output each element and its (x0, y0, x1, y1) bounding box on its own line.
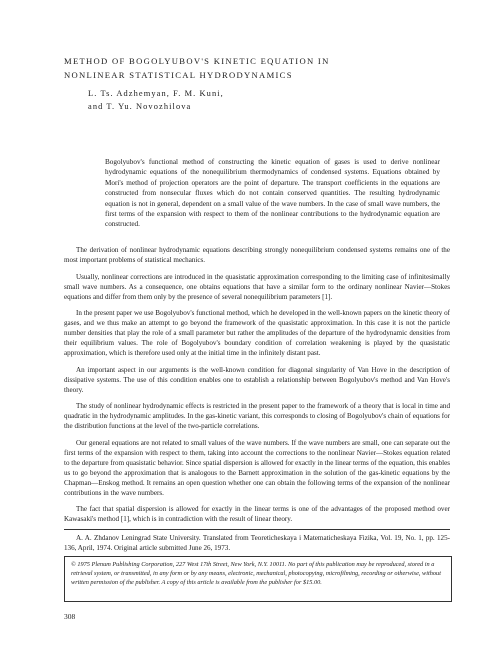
title-line-2: NONLINEAR STATISTICAL HYDRODYNAMICS (64, 70, 293, 80)
page-number: 308 (64, 612, 76, 621)
paper-title (64, 54, 444, 82)
paragraph: The study of nonlinear hydrodynamic effects is restricted in the present paper to the framework of a theory that is local in time and quadratic in the hydrodynamic amplitudes. In the gas-kinetic variant, this corresponds to closing of Bogolyubov's chain of equations for the distribution functions at the level of the two-particle correlations. (64, 402, 450, 430)
copyright-notice: © 1975 Plenum Publishing Corporation, 227 West 17th Street, New York, N.Y. 10011. No part of this publication may be reproduced, stored in a retrieval system, or transmitted, in any form or by any means, electronic, mechanical, photocopying, microfilming, recording or otherwise, without written permission of the publisher. A copy of this article is available from the publisher for $15.00. (64, 556, 452, 602)
authors-line-2: and T. Yu. Novozhilova (88, 102, 192, 111)
authors-line-1: L. Ts. Adzhemyan, F. M. Kuni, (88, 89, 224, 98)
paragraph: The derivation of nonlinear hydrodynamic equations describing strongly nonequilibrium condensed systems remains one of the most important problems of statistical mechanics. (64, 246, 450, 264)
paragraph: An important aspect in our arguments is the well-known condition for diagonal singularity of Van Hove in the description of dissipative systems. The use of this condition enables one to establish a relationship between Bogolyubov's method and Van Hove's theory. (64, 365, 450, 394)
paragraph: In the present paper we use Bogolyubov's functional method, which he developed in the well-known papers on the kinetic theory of gases, and we thus make an attempt to go beyond the framework of the quasistatic approximation. In this case it is not the particle number densities that play the role of a small parameter but rather the amplitudes of the departure of the hydrodynamic densities from their equilibrium values. The role of Bogolyubov's boundary condition of correlation weakening is played by the quasistatic approximation, which is therefore used only at the initial time in the infinitely distant past. (64, 309, 450, 357)
title-line-1: METHOD OF BOGOLYUBOV'S KINETIC EQUATION IN (64, 56, 330, 66)
paragraph: Our general equations are not related to small values of the wave numbers. If the wave numbers are small, one can separate out the first terms of the expansion with respect to them, taking into account the corrections to the nonlinear Navier—Stokes equation related to the departure from quasistatic behavior. Since spatial dispersion is allowed for exactly in the linear terms of the equation, this enables us to go beyond the approximation that is analogous to the Barnett approximation in the solution of the gas-kinetic equations by the Chapman—Enskog method. It remains an open question whether one can obtain the following terms of the expansion of the nonlinear contributions in the wave numbers. (64, 438, 450, 497)
body-text (64, 245, 450, 531)
paragraph: The fact that spatial dispersion is allowed for exactly in the linear terms is one of the advantages of the proposed method over Kawasaki's method [1], which is in contradiction with the result of linear theory. (64, 505, 450, 523)
paragraph: Usually, nonlinear corrections are introduced in the quasistatic approximation corresponding to the limiting case of infinitesimally small wave numbers. As a consequence, one obtains equations that have a similar form to the ordinary nonlinear Navier—Stokes equations and differ from them only by the presence of several nonequilibrium parameters [1]. (64, 272, 450, 301)
author-list (88, 87, 224, 113)
abstract: Bogolyubov's functional method of constructing the kinetic equation of gases is used to derive nonlinear hydrodynamic equations of the nonequilibrium thermodynamics of condensed systems. Equations obtained by Mori's method of projection operators are the point of departure. The transport coefficients in the equations are constructed from nonsecular fluxes which do not contain conserved quantities. The resulting hydrodynamic equation is not in general, dependent on a small value of the wave numbers. In the case of small wave numbers, the first terms of the expansion with respect to them of the nonlinear contributions to the hydrodynamic equation are constructed. (105, 158, 440, 229)
footnote-divider (64, 529, 450, 530)
affiliation-footnote: A. A. Zhdanov Leningrad State University. Translated from Teoreticheskaya i Matematicheskaya Fizika, Vol. 19, No. 1, pp. 125-136, April, 1974. Original article submitted June 26, 1973. (64, 534, 450, 552)
